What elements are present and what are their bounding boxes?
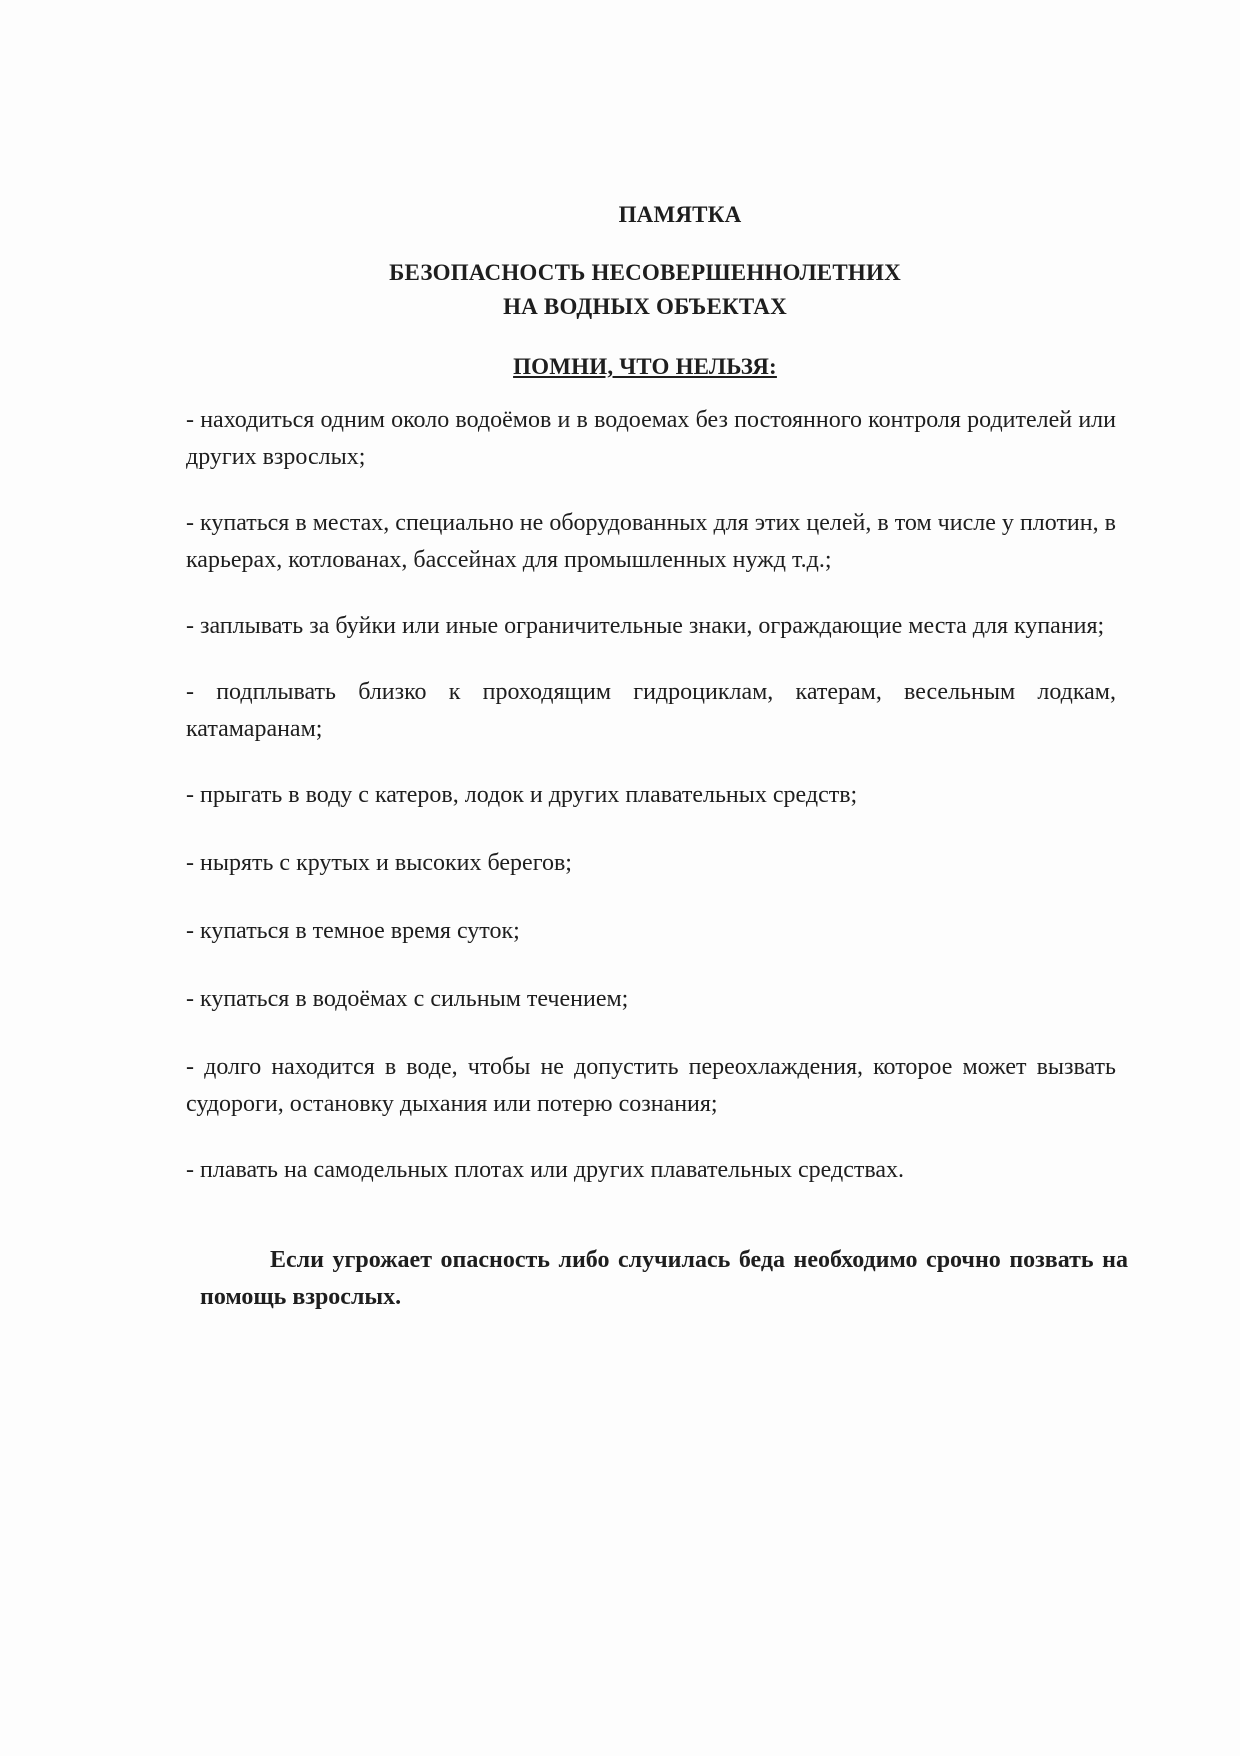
rule-item-10: - плавать на самодельных плотах или других плавательных средствах. [186, 1157, 905, 1183]
document-subtitle-line-1: БЕЗОПАСНОСТЬ НЕСОВЕРШЕННОЛЕТНИХ [389, 260, 901, 285]
rule-item-2: - купаться в местах, специально не оборудованных для этих целей, в том числе у плотин, в карьерах, котлованах, бассейнах для промышленных нужд т.д.; [186, 510, 1116, 573]
rule-item-1: - находиться одним около водоёмов и в водоемах без постоянного контроля родителей или других взрослых; [186, 407, 1116, 470]
rule-item-6: - нырять с крутых и высоких берегов; [186, 850, 572, 876]
rule-item-3: - заплывать за буйки или иные ограничительные знаки, ограждающие места для купания; [186, 613, 1105, 639]
final-note: Если угрожает опасность либо случилась беда необходимо срочно позвать на помощь взрослых. [200, 1247, 1128, 1310]
rule-item-9: - долго находится в воде, чтобы не допустить переохлаждения, которое может вызвать судороги, остановку дыхания или потерю сознания; [186, 1054, 1116, 1117]
rule-item-7: - купаться в темное время суток; [186, 918, 520, 944]
document-title: ПАМЯТКА [618, 202, 742, 227]
rule-item-8: - купаться в водоёмах с сильным течением; [186, 986, 629, 1012]
document-subtitle-line-2: НА ВОДНЫХ ОБЪЕКТАХ [503, 294, 787, 319]
warning-heading: ПОМНИ, ЧТО НЕЛЬЗЯ: [513, 354, 777, 379]
rule-item-4: - подплывать близко к проходящим гидроциклам, катерам, весельным лодкам, катамаранам; [186, 679, 1116, 742]
rule-item-5: - прыгать в воду с катеров, лодок и других плавательных средств; [186, 782, 858, 808]
rules-list [186, 402, 1116, 1217]
